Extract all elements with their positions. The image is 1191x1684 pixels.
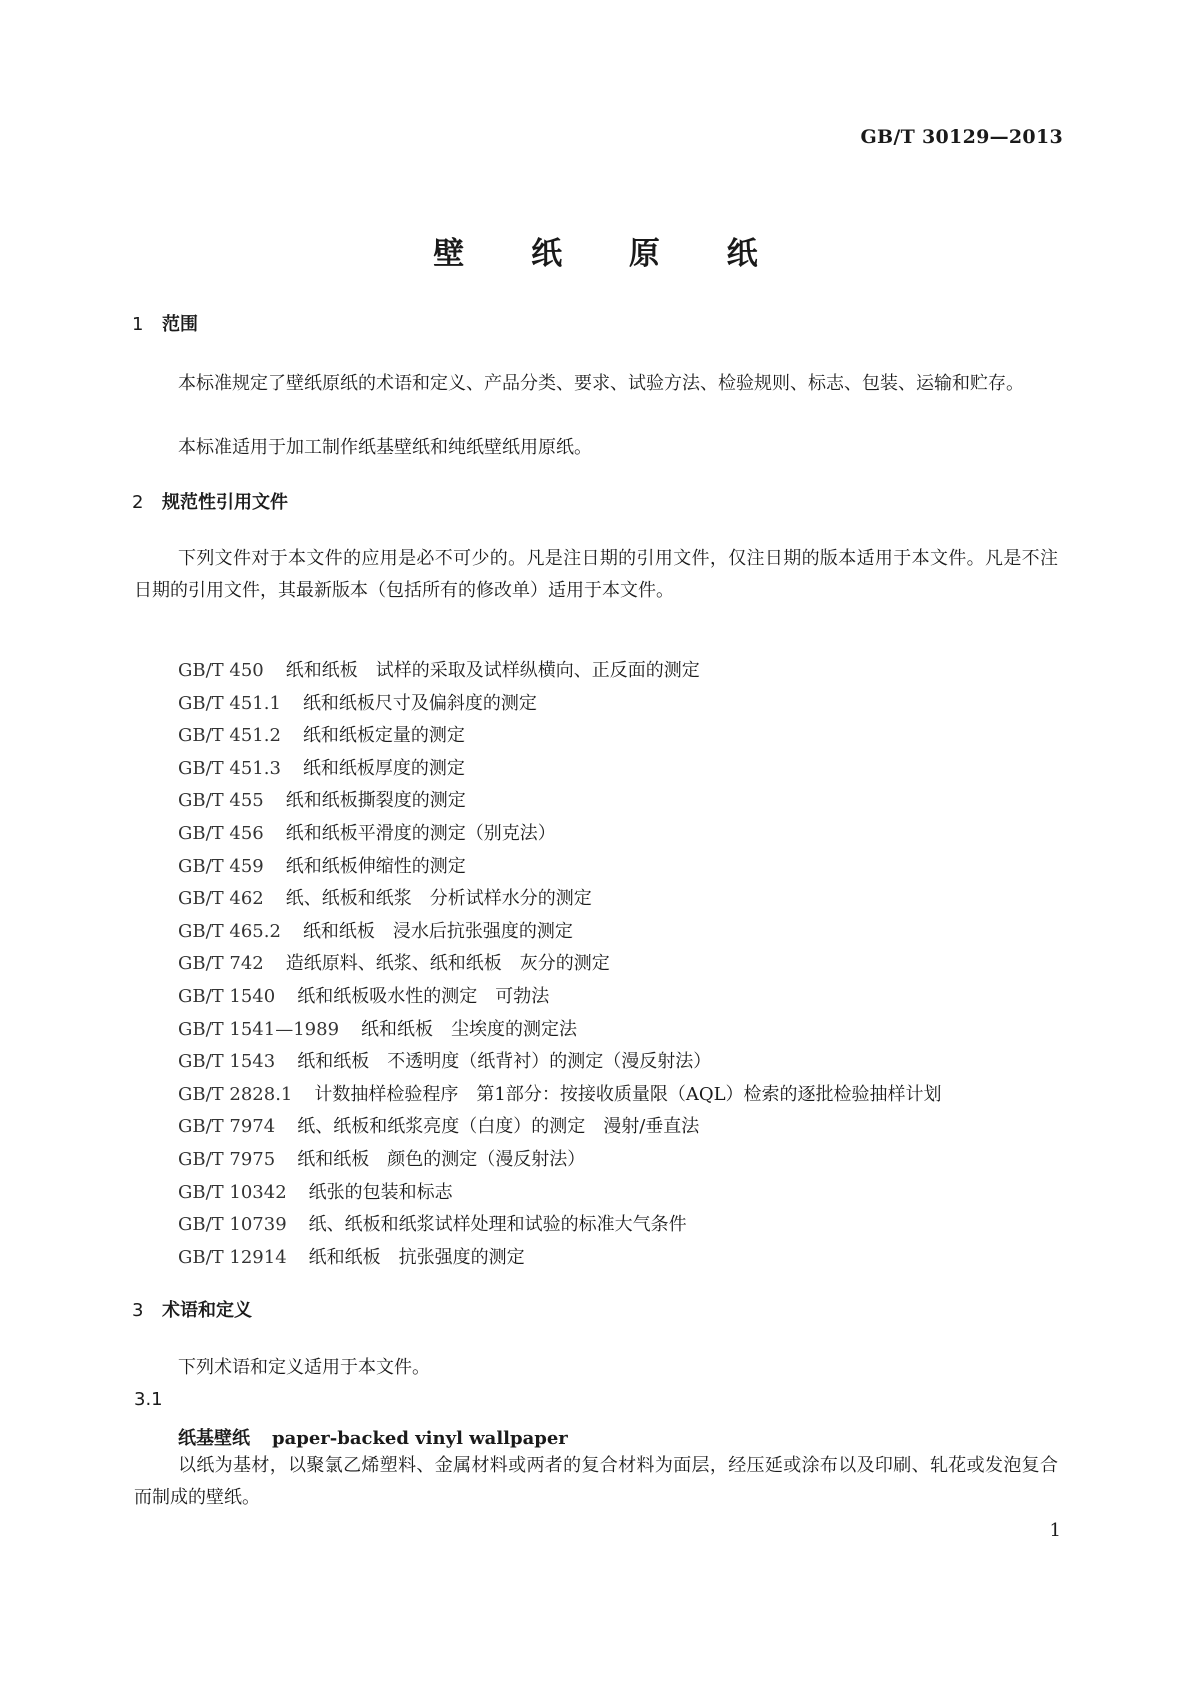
reference-title: 纸和纸板平滑度的测定（别克法）: [285, 822, 556, 844]
list-item: [178, 720, 942, 753]
reference-code: GB/T 2828.1: [178, 1083, 293, 1105]
reference-code: GB/T 742: [178, 953, 264, 975]
list-item: [178, 883, 942, 916]
section-number: 1: [132, 314, 144, 335]
reference-code: GB/T 451.1: [178, 692, 281, 714]
reference-title: 纸和纸板厚度的测定: [302, 757, 465, 779]
reference-code: GB/T 450: [178, 660, 264, 681]
list-item: [178, 688, 942, 721]
list-item: [178, 753, 942, 786]
reference-code: GB/T 465.2: [178, 920, 281, 942]
subsection-number: 3.1: [134, 1389, 163, 1410]
section-3-paragraph-1: 下列术语和定义适用于本文件。: [178, 1357, 430, 1378]
list-item: [178, 1046, 942, 1079]
term-chinese: 纸基壁纸: [178, 1428, 250, 1449]
list-item: [178, 948, 942, 981]
section-title: 范围: [162, 314, 198, 335]
reference-code: GB/T 451.3: [178, 757, 281, 779]
reference-title: 纸和纸板尺寸及偏斜度的测定: [302, 692, 537, 714]
section-title: 术语和定义: [162, 1300, 252, 1321]
list-item: [178, 916, 942, 949]
page-number: 1: [1049, 1520, 1061, 1541]
standard-number: GB/T 30129—2013: [860, 126, 1063, 148]
reference-code: GB/T 1543: [178, 1051, 276, 1073]
reference-title: 纸和纸板撕裂度的测定: [285, 790, 466, 812]
normative-reference-list: [178, 655, 942, 1274]
section-1-heading: [132, 310, 198, 336]
section-2-paragraph-1: 下列文件对于本文件的应用是必不可少的。凡是注日期的引用文件，仅注日期的版本适用于本文件。凡是不注日期的引用文件，其最新版本（包括所有的修改单）适用于本文件。: [134, 548, 1058, 601]
list-item: [178, 785, 942, 818]
list-item: [178, 1177, 942, 1210]
section-title: 规范性引用文件: [162, 492, 288, 513]
section-1-paragraph-2: 本标准适用于加工制作纸基壁纸和纯纸壁纸用原纸。: [178, 437, 592, 458]
reference-title: 纸、纸板和纸浆 分析试样水分的测定: [285, 888, 592, 910]
reference-code: GB/T 1540: [178, 985, 276, 1007]
reference-title: 纸和纸板 浸水后抗张强度的测定: [302, 920, 573, 942]
list-item: [178, 851, 942, 884]
list-item: [178, 1242, 942, 1275]
reference-code: GB/T 456: [178, 822, 264, 844]
list-item: [178, 1014, 942, 1047]
section-number: 3: [132, 1300, 144, 1321]
reference-title: 计数抽样检验程序 第1部分：按接收质量限（AQL）检索的逐批检验抽样计划: [314, 1083, 942, 1105]
reference-title: 纸和纸板伸缩性的测定: [285, 855, 466, 877]
reference-title: 纸和纸板 不透明度（纸背衬）的测定（漫反射法）: [297, 1051, 712, 1073]
reference-code: GB/T 10342: [178, 1181, 287, 1203]
reference-code: GB/T 12914: [178, 1246, 287, 1268]
term-english: paper-backed vinyl wallpaper: [272, 1428, 568, 1449]
reference-code: GB/T 455: [178, 790, 264, 812]
list-item: [178, 1209, 942, 1242]
reference-title: 纸和纸板 尘埃度的测定法: [361, 1018, 578, 1040]
term-definition: 以纸为基材，以聚氯乙烯塑料、金属材料或两者的复合材料为面层，经压延或涂布以及印刷、轧花或发泡复合而制成的壁纸。: [134, 1455, 1058, 1508]
reference-title: 纸、纸板和纸浆试样处理和试验的标准大气条件: [308, 1214, 687, 1236]
reference-title: 纸和纸板吸水性的测定 可勃法: [297, 985, 550, 1007]
list-item: [178, 1111, 942, 1144]
reference-code: GB/T 10739: [178, 1214, 287, 1236]
reference-code: GB/T 7974: [178, 1116, 276, 1138]
list-item: [178, 981, 942, 1014]
reference-title: 纸和纸板 试样的采取及试样纵横向、正反面的测定: [285, 660, 700, 681]
list-item: [178, 1144, 942, 1177]
reference-title: 纸张的包装和标志: [308, 1181, 453, 1203]
reference-title: 纸和纸板 颜色的测定（漫反射法）: [297, 1148, 586, 1170]
reference-title: 造纸原料、纸浆、纸和纸板 灰分的测定: [285, 953, 610, 975]
document-title: 壁 纸 原 纸: [433, 236, 786, 272]
term-entry: [178, 1424, 568, 1450]
section-3-heading: [132, 1296, 252, 1322]
section-number: 2: [132, 492, 144, 513]
list-item: [178, 655, 942, 688]
reference-title: 纸和纸板 抗张强度的测定: [308, 1246, 525, 1268]
section-1-paragraph-1: 本标准规定了壁纸原纸的术语和定义、产品分类、要求、试验方法、检验规则、标志、包装、运输和贮存。: [178, 373, 1024, 394]
reference-code: GB/T 459: [178, 855, 264, 877]
reference-title: 纸、纸板和纸浆亮度（白度）的测定 漫射/垂直法: [297, 1116, 700, 1138]
reference-code: GB/T 451.2: [178, 725, 281, 747]
reference-title: 纸和纸板定量的测定: [302, 725, 465, 747]
reference-code: GB/T 462: [178, 888, 264, 910]
reference-code: GB/T 1541—1989: [178, 1018, 340, 1040]
section-2-heading: [132, 488, 288, 514]
reference-code: GB/T 7975: [178, 1148, 276, 1170]
list-item: [178, 1079, 942, 1112]
list-item: [178, 818, 942, 851]
